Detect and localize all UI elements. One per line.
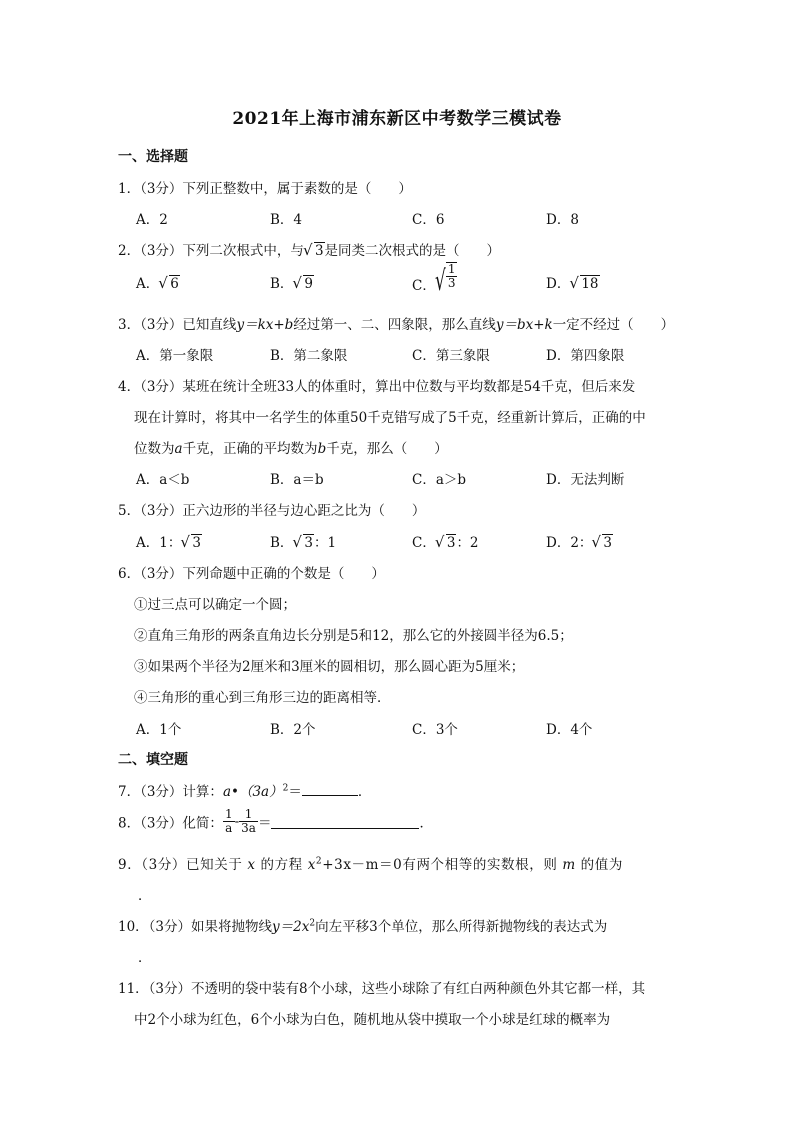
option-b: B．a＝b [270,472,324,488]
option-b: B．2个 [270,722,316,738]
page-title: 2021年上海市浦东新区中考数学三模试卷 [232,109,562,129]
question-9-line-1: 9．（3分）已知关于 x 的方程 $x^2+3x-m=0$有两个相等的实数根，则 m 的值为 [118,856,623,873]
question-2-stem [118,239,500,259]
statement-1: ①过三点可以确定一个圆； [134,597,296,613]
option-d: D．2：√ 3 [546,531,613,551]
question-1-options [0,208,794,230]
question-3-options [0,344,794,366]
section-heading-fill: 二、填空题 [118,752,188,768]
section-heading-choice: 一、选择题 [118,149,188,165]
question-1-stem: 1．（3分）下列正整数中，属于素数的是（ ） [118,181,412,197]
option-c: C． √ $\frac{1}{3}$ [412,262,456,297]
option-a: A．2 [136,212,168,228]
question-6-stem: 6．（3分）下列命题中正确的个数是（ ） [118,566,385,582]
formula: y＝bx+k [495,317,553,333]
option-b: B．√ 9 [270,272,314,292]
option-a: A．√ 6 [136,272,180,292]
statement-3: ③如果两个半径为2厘米和3厘米的圆相切，那么圆心距为5厘米； [134,659,525,675]
question-5-stem: 5．（3分）正六边形的半径与边心距之比为（ ） [118,503,426,519]
option-d: D．4个 [546,722,593,738]
stem-text: 2．（3分）下列二次根式中，与 [118,243,304,259]
formula: y＝kx+b [236,317,294,333]
option-c: C．√ 3：2 [412,531,479,551]
radical: √ 3 [304,243,325,259]
question-4-options [0,468,794,490]
option-b: B．√ 3：1 [270,531,336,551]
question-5-options [0,531,794,553]
question-3-stem: 3．（3分）已知直线y＝kx+b经过第一、二、四象限，那么直线y＝bx+k一定不经过（ ） [118,317,675,333]
option-a: A．1个 [136,722,182,738]
option-a: A．第一象限 [136,348,214,364]
statement-2: ②直角三角形的两条直角边长分别是5和12，那么它的外接圆半径为6.5； [134,628,573,644]
option-c: C．6 [412,212,445,228]
option-c: C．第三象限 [412,348,490,364]
option-b: B．第二象限 [270,348,348,364]
question-4-line-1: 4．（3分）某班在统计全班33人的体重时，算出中位数与平均数都是54千克，但后来发 [118,379,636,395]
question-6-options [0,718,794,740]
stem-text: 是同类二次根式的是（ ） [324,243,501,259]
option-a: A．a＜b [136,472,190,488]
option-d: D．√ 18 [546,272,600,292]
question-10-line-2: ． [138,950,152,966]
option-d: D．8 [546,212,579,228]
fraction: $\frac{1}{a}$ [224,807,233,835]
fraction: $\frac{1}{3a}$ [241,807,256,835]
statement-4: ④三角形的重心到三角形三边的距离相等． [134,690,391,706]
question-11-line-1: 11．（3分）不透明的袋中装有8个小球，这些小球除了有红白两种颜色外其它都一样，其 [118,981,646,997]
option-c: C．a＞b [412,472,467,488]
question-10-line-1: 10．（3分）如果将抛物线$y=2x^2$向左平移3个单位，那么所得新抛物线的表达式为 [118,918,608,935]
option-b: B．4 [270,212,303,228]
question-8: 8．（3分）化简： $\frac{1}{a}$ - $\frac{1}{3a}$ ＝ ． [118,807,433,835]
answer-blank[interactable] [271,814,419,829]
option-d: D．第四象限 [546,348,625,364]
option-d: D．无法判断 [546,472,625,488]
question-11-line-2: 中2个小球为红色，6个小球为白色，随机地从袋中摸取一个小球是红球的概率为 [134,1012,611,1028]
answer-blank[interactable] [302,781,358,796]
option-a: A．1：√ 3 [136,531,202,551]
question-9-line-2: ． [138,888,152,904]
question-4-line-2: 现在计算时，将其中一名学生的体重50千克错写成了5千克，经重新计算后，正确的中 [134,410,646,426]
question-4-line-3: 位数为a千克，正确的平均数为b千克，那么（ ） [134,441,448,457]
question-7: 7．（3分）计算：$a•(3a)^2=$ ． [118,780,371,800]
option-c: C．3个 [412,722,458,738]
question-2-options [0,262,794,297]
